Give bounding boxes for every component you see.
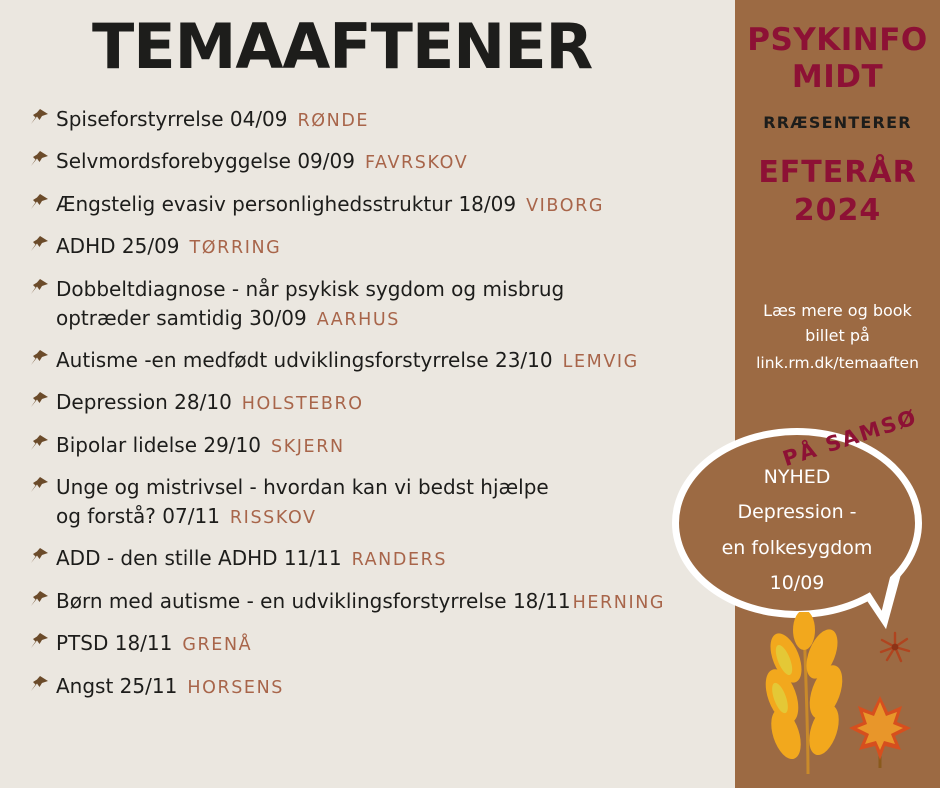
event-city: GRENÅ — [182, 635, 253, 656]
pin-icon — [26, 543, 56, 570]
pin-icon — [26, 345, 56, 372]
event-city: RANDERS — [351, 550, 448, 571]
event-text — [56, 472, 549, 531]
event-city: LEMVIG — [562, 351, 639, 372]
event-line: ADHD 25/09 — [56, 234, 180, 259]
event-text — [56, 543, 342, 573]
event-city: TØRRING — [189, 238, 282, 259]
booking-text: Læs mere og book billet på — [763, 301, 912, 345]
event-text — [56, 628, 172, 658]
list-item — [26, 274, 746, 333]
news-date: 10/09 — [769, 571, 825, 594]
event-line: Selvmordsforebyggelse 09/09 — [56, 149, 355, 174]
sidebar-content — [735, 0, 940, 375]
booking-link[interactable]: link.rm.dk/temaaften — [756, 353, 919, 372]
event-text — [56, 146, 355, 176]
pin-icon — [26, 586, 56, 613]
list-item — [26, 628, 746, 658]
pin-icon — [26, 387, 56, 414]
list-item — [26, 430, 746, 460]
event-text — [56, 231, 180, 261]
event-line: Angst 25/11 — [56, 673, 178, 698]
event-line: Bipolar lidelse 29/10 — [56, 432, 261, 457]
list-item — [26, 586, 746, 616]
pin-icon — [26, 430, 56, 457]
event-text — [56, 104, 288, 134]
event-city: HOLSTEBRO — [241, 394, 364, 415]
event-line: Ængstelig evasiv personlighedsstruktur 18/09 — [56, 191, 517, 216]
event-text — [56, 586, 571, 616]
event-city: HORSENS — [187, 677, 284, 698]
pin-icon — [26, 189, 56, 216]
event-city: AARHUS — [316, 309, 400, 330]
pin-icon — [26, 231, 56, 258]
season-line2: 2024 — [793, 192, 882, 228]
event-text — [56, 430, 261, 460]
event-city: VIBORG — [526, 195, 605, 216]
list-item — [26, 543, 746, 573]
pin-icon — [26, 274, 56, 301]
list-item — [26, 472, 746, 531]
list-item — [26, 146, 746, 176]
event-line: Spiseforstyrrelse 04/09 — [56, 107, 288, 131]
event-line — [56, 502, 549, 531]
booking-info — [735, 299, 940, 375]
event-text — [56, 274, 564, 333]
list-item — [26, 671, 746, 701]
list-item — [26, 345, 746, 375]
event-line — [56, 304, 564, 333]
news-badge: NYHED — [763, 466, 831, 488]
pin-icon — [26, 628, 56, 655]
event-line: Dobbeltdiagnose - når psykisk sygdom og misbrug — [56, 276, 565, 301]
event-line: Depression 28/10 — [56, 390, 232, 415]
event-line: PTSD 18/11 — [56, 631, 173, 656]
event-line-text: og forstå? 07/11 — [56, 504, 220, 528]
autumn-leaf-icon — [760, 612, 855, 781]
list-item — [26, 231, 746, 261]
brand-name-line1: PSYKINFO — [747, 22, 928, 58]
maple-leaf-icon — [845, 690, 915, 774]
presents-label: RRÆSENTERER — [763, 113, 912, 133]
event-line: Autisme -en medfødt udviklingsforstyrrelse 23/10 — [56, 347, 553, 372]
event-city: FAVRSKOV — [364, 153, 469, 174]
event-city: SKJERN — [271, 436, 345, 457]
event-line: ADD - den stille ADHD 11/11 — [56, 546, 342, 571]
event-text — [56, 671, 177, 701]
event-line: Unge og mistrivsel - hvordan kan vi bedst hjælpe — [56, 475, 549, 499]
event-text — [56, 345, 553, 375]
pin-icon — [26, 671, 56, 698]
news-line2: en folkesygdom — [721, 536, 873, 559]
event-line-text: optræder samtidig 30/09 — [56, 305, 307, 330]
pin-icon — [26, 104, 56, 131]
pin-icon — [26, 472, 56, 499]
pin-icon — [26, 146, 56, 173]
event-text — [56, 387, 232, 417]
list-item — [26, 189, 746, 219]
event-city: RØNDE — [297, 111, 370, 131]
list-item — [26, 104, 746, 134]
news-line1: Depression - — [737, 501, 857, 524]
seed-pod-icon — [878, 630, 912, 668]
news-location-label: PÅ SAMSØ — [779, 404, 921, 472]
event-text — [56, 189, 516, 219]
page-title: TEMAAFTENER — [92, 10, 593, 83]
event-list — [26, 104, 746, 713]
event-city: HERNING — [572, 592, 666, 613]
brand-name-line2: MIDT — [791, 58, 884, 95]
season-line1: EFTERÅR — [758, 155, 917, 191]
event-city: RISSKOV — [229, 508, 317, 528]
list-item — [26, 387, 746, 417]
event-line: Børn med autisme - en udviklingsforstyrrelse 18/11 — [56, 588, 571, 613]
